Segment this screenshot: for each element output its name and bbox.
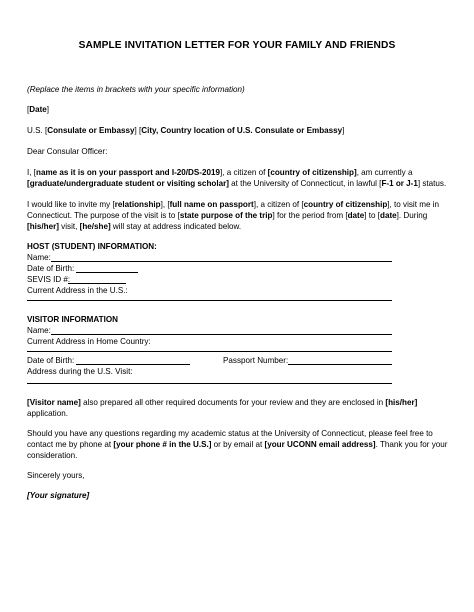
para3-line2: application. — [27, 409, 68, 418]
visitor-passport-label: Passport Number: — [223, 356, 289, 365]
instruction-text: (Replace the items in brackets with your specific information) — [27, 85, 245, 94]
location-placeholder: City, Country location of U.S. Consulate or Embassy — [141, 126, 343, 135]
para3-line1: [Visitor name] also prepared all other required documents for your review and they are enclosed in [his/her] — [27, 398, 418, 407]
para4-line3: consideration. — [27, 451, 78, 460]
host-sevis-field[interactable] — [68, 283, 126, 284]
para2-line2: Connecticut. The purpose of the visit is to [state purpose of the trip] for the period from [date] to [date]. During — [27, 211, 428, 220]
para1-line1: I, [name as it is on your passport and I-20/DS-2019], a citizen of [country of citizenship], am currently a — [27, 168, 413, 177]
host-name-field[interactable] — [51, 261, 392, 262]
para4-line2: contact me by phone at [your phone # in the U.S.] or by email at [your UCONN email address]. Thank you for your — [27, 440, 448, 449]
para2-line1: I would like to invite my [relationship], [full name on passport], a citizen of [country of citizenship], to visit me in — [27, 200, 440, 209]
letter-title: SAMPLE INVITATION LETTER FOR YOUR FAMILY AND FRIENDS — [78, 40, 396, 51]
consulate-line: U.S. [Consulate or Embassy] [City, Country location of U.S. Consulate or Embassy] — [27, 126, 345, 135]
host-heading: HOST (STUDENT) INFORMATION: — [27, 242, 157, 251]
host-dob-field[interactable] — [76, 272, 138, 273]
visitor-dob-label: Date of Birth: — [27, 356, 75, 365]
closing: Sincerely yours, — [27, 471, 85, 480]
consulate-placeholder: Consulate or Embassy — [47, 126, 135, 135]
host-name-label: Name: — [27, 253, 51, 262]
host-sevis-label: SEVIS ID #: — [27, 275, 71, 284]
visitor-name-label: Name: — [27, 326, 51, 335]
para2-line3: [his/her] visit, [he/she] will stay at address indicated below. — [27, 222, 242, 231]
date-placeholder: Date — [29, 105, 47, 114]
para4-line1: Should you have any questions regarding my academic status at the University of Connecticut, please feel free to — [27, 429, 433, 438]
visitor-name-field[interactable] — [51, 334, 392, 335]
host-address-label: Current Address in the U.S.: — [27, 286, 128, 295]
visitor-dob-field[interactable] — [76, 364, 190, 365]
visitor-address-field[interactable] — [27, 351, 392, 352]
host-address-field[interactable] — [27, 300, 392, 301]
visitor-us-address-field[interactable] — [27, 383, 392, 384]
visitor-us-address-label: Address during the U.S. Visit: — [27, 367, 133, 376]
visitor-heading: VISITOR INFORMATION — [27, 315, 118, 324]
host-dob-label: Date of Birth: — [27, 264, 75, 273]
visitor-address-label: Current Address in Home Country: — [27, 337, 151, 346]
signature-placeholder: [Your signature] — [27, 491, 90, 500]
visitor-passport-field[interactable] — [288, 364, 392, 365]
para1-line2: [graduate/undergraduate student or visiting scholar] at the University of Connecticut, in lawful [F-1 or J-1] status. — [27, 179, 447, 188]
salutation: Dear Consular Officer: — [27, 147, 108, 156]
date-line: [Date] — [27, 105, 50, 114]
